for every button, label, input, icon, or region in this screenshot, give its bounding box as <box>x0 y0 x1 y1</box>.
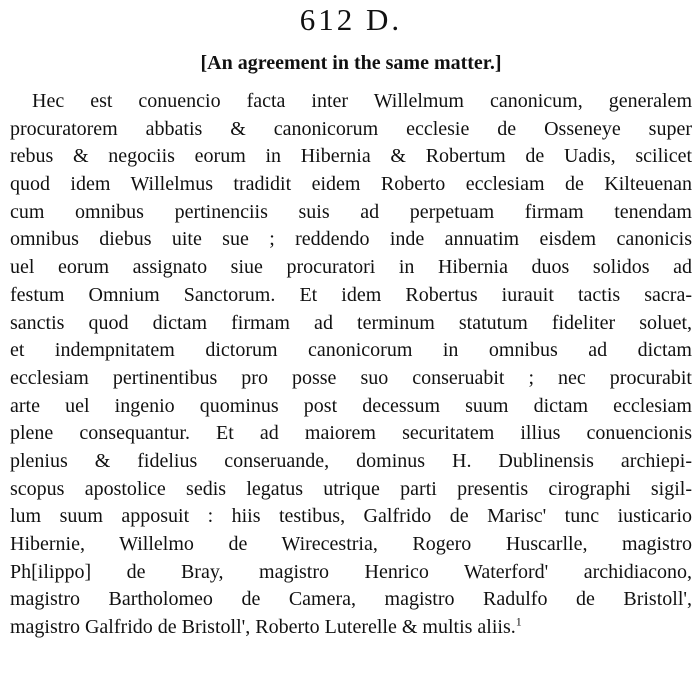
last-line-text: magistro Galfrido de Bristoll', Roberto Luterelle & multis aliis. <box>10 616 516 639</box>
text-line: ecclesiam pertinentibus pro posse suo conseruabit ; nec procurabit <box>10 366 692 389</box>
text-line: rebus & negociis eorum in Hibernia & Robertum de Uadis, scilicet <box>10 145 692 168</box>
text-line: sanctis quod dictam firmam ad terminum statutum fideliter soluet, <box>10 311 692 334</box>
document-heading: [An agreement in the same matter.] <box>200 52 502 74</box>
text-line: Hibernie, Willelmo de Wirecestria, Rogero Huscarlle, magistro <box>10 533 692 555</box>
footnote-marker[interactable]: 1 <box>515 614 522 629</box>
text-line: cum omnibus pertinenciis suis ad perpetuam firmam tenendam <box>10 200 692 223</box>
text-line: Hec est conuencio facta inter Willelmum canonicum, generalem <box>32 90 692 112</box>
text-line: et indempnitatem dictorum canonicorum in omnibus ad dictam <box>10 339 692 362</box>
text-line: procuratorem abbatis & canonicorum ecclesie de Osseneye super <box>10 117 692 140</box>
text-line: Ph[ilippo] de Bray, magistro Henrico Waterford' archidiacono, <box>10 560 692 583</box>
text-line: plene consequantur. Et ad maiorem securitatem illius conuencionis <box>10 422 692 445</box>
document-number: 612 D. <box>299 2 403 37</box>
text-line: scopus apostolice sedis legatus utrique parti presentis cirographi sigil- <box>10 477 692 500</box>
text-line: uel eorum assignato siue procuratori in Hibernia duos solidos ad <box>10 256 692 279</box>
last-text-line <box>10 614 692 642</box>
document-page <box>0 2 700 680</box>
text-line: arte uel ingenio quominus post decessum suum dictam ecclesiam <box>10 394 692 417</box>
text-line: plenius & fidelius conseruande, dominus H. Dublinensis archiepi- <box>10 449 692 472</box>
text-line: festum Omnium Sanctorum. Et idem Robertus iurauit tactis sacra- <box>10 283 692 306</box>
text-line: quod idem Willelmus tradidit eidem Roberto ecclesiam de Kilteuenan <box>10 173 692 196</box>
text-line: lum suum apposuit : hiis testibus, Galfrido de Marisc' tunc iusticario <box>10 505 692 528</box>
text-line: omnibus diebus uite sue ; reddendo inde annuatim eisdem canonicis <box>10 228 692 251</box>
text-line: magistro Bartholomeo de Camera, magistro Radulfo de Bristoll', <box>10 588 692 611</box>
document-body <box>10 88 692 642</box>
